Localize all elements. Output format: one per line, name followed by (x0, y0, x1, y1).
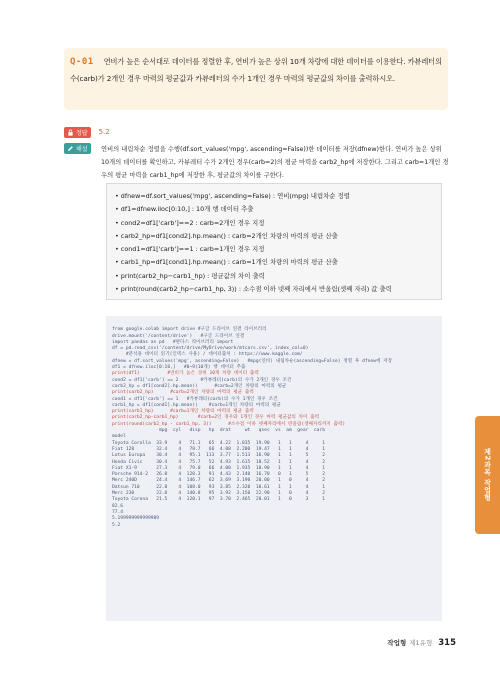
code-list-item: • carb1_hp=df1[cond1].hp.mean() : carb=1개인 차량의 마력의 평균 산출 (115, 258, 338, 267)
console-line: df = pd.read_csv('/content/drive/MyDrive/work/mtcars.csv', index_col=0) (112, 346, 309, 352)
explanation-text: 연비의 내림차순 정렬을 수행(df.sort_values('mpg', ascending=False))한 데이터를 저장(dfnew)한다. 연비가 높은 상위 10개의 데이터를 확인하고, 카뷰레터 수가 2개인 경우(carb=2)의 평균 마력을 carb2_hp에 저장한다. 그리고 carb=1개인 경우의 평균 마력을 carb1_hp에 저장한 후, 평균값의 차이를 구한다. (101, 146, 449, 179)
code-explanation-list (106, 183, 442, 300)
console-output-row: Lotus Europa 30.4 4 95.1 113 3.77 1.513 16.90 1 1 5 2 (112, 453, 325, 459)
answer-badge (64, 127, 91, 138)
console-output-line: 82.6 (112, 503, 124, 509)
console-line: print(carb2_hp) #carb=2개인 차량의 마력의 평균 출력 (112, 390, 254, 396)
code-list-item: • carb2_hp=df1[cond2].hp.mean() : carb=2개인 차량의 마력의 평균 산출 (115, 231, 338, 240)
answer-label: 정답 (76, 129, 88, 137)
code-list-item: • cond1=df1['carb']==1 : carb=1개인 경우 지정 (115, 245, 265, 254)
console-output-header: mpg cyl disp hp drat wt qsec vs am gear carb (112, 428, 325, 434)
page-number: 315 (438, 638, 456, 648)
console-line: #분석용 데이터 읽기(인덱스 사용) / 데이터출처 : https://www.kaggle.com/ (112, 352, 303, 358)
side-tab-label: 제2과목 작업형 (483, 448, 492, 502)
console-output-line: 77.4 (112, 509, 124, 515)
code-console (106, 316, 442, 621)
console-line: from google.colab import drive #구글 드라이브 연결 라이브러리 (112, 327, 267, 333)
console-line: dfnew = df.sort_values('mpg', ascending=False) #mpg(연비) 내림차순(ascending=False) 정렬 후 dfnew에 저장 (112, 358, 393, 364)
explanation-badge (64, 143, 91, 154)
answer-row (64, 126, 110, 138)
side-tab (475, 416, 500, 534)
footer-category: 작업형 (387, 639, 407, 647)
footer-subcategory: 제1유형 (409, 639, 433, 647)
code-list-item: • dfnew=df.sort_values('mpg', ascending=False) : 연비(mpg) 내림차순 정렬 (115, 192, 350, 200)
console-output-row: Porsche 914-2 26.0 4 120.3 91 4.43 2.140 16.70 0 1 5 2 (112, 472, 325, 478)
console-line: df1 = dfnew.iloc[0:10,] #0~9(10개) 행 데이터 추출 (112, 365, 246, 371)
lock-icon (67, 129, 74, 136)
question-text-block (70, 54, 444, 86)
question-text: 연비가 높은 순서대로 데이터를 정렬한 후, 연비가 높은 상위 10개 차량에 대한 데이터를 이용한다. 카뷰레터의 수(carb)가 2개인 경우 마력의 평균값과 카뷰레터의 수가 1개인 경우 마력의 평균값의 차이를 출력하시오. (70, 57, 442, 83)
question-label: Q-01 (70, 57, 94, 67)
console-line: cond1 = df1['carb'] == 1 #카뷰레터(carb)의 수가 1개인 경우 조건 (112, 396, 278, 402)
console-line: carb2_hp = df1[cond2].hp.mean() #carb=2개인 차량의 마력의 평균 (112, 383, 287, 389)
console-line: import pandas as pd #판다스 라이브러리 import (112, 339, 234, 345)
answer-value: 5.2 (98, 128, 110, 136)
console-output-line: model (112, 434, 126, 440)
console-output-row: Toyota Corolla 33.9 4 71.1 65 4.22 1.835 19.90 1 1 4 1 (112, 440, 325, 446)
console-output-row: Fiat 128 32.4 4 78.7 66 4.08 2.200 19.47 1 1 4 1 (112, 446, 325, 452)
code-list-item: • print(carb2_hp−carb1_hp) : 평균값의 차이 출력 (115, 271, 265, 280)
explanation-label: 해설 (76, 146, 88, 153)
console-output-row: Fiat X1-9 27.3 4 79.0 66 4.08 1.935 18.90 1 1 4 1 (112, 465, 325, 471)
console-line: carb1_hp = df1[cond1].hp.mean() #carb=1개인 차량의 마력의 평균 (112, 402, 281, 408)
console-output-line: 5.199999999999989 (112, 516, 160, 522)
page-footer (387, 638, 456, 648)
pencil-icon (67, 145, 74, 152)
code-list-item: • print(round(carb2_hp−carb1_hp, 3)) : 소수점 이하 넷째 자리에서 반올림(셋째 자리) 값 출력 (115, 285, 392, 294)
console-line: print(round(carb2_hp - carb1_hp, 3)) #소수점 이하 넷째자리에서 반올림(셋째자리까지 출력) (112, 421, 346, 427)
code-list-item: • df1=dfnew.iloc[0:10,] : 10개 행 데이터 추출 (115, 205, 254, 214)
console-line: drive.mount('/content/drive') #구글 드라이브 연결 (112, 333, 245, 339)
console-output-row: Merc 230 22.8 4 140.8 95 3.92 3.150 22.90 1 0 4 2 (112, 491, 325, 497)
console-line: print(carb1_hp) #carb=1개인 차량의 마력의 평균 출력 (112, 409, 254, 415)
console-line: cond2 = df1['carb'] == 2 #카뷰레터(carb)의 수가 2개인 경우 조건 (112, 377, 292, 383)
code-list-item: • cond2=df1['carb']==2 : carb=2개인 경우 지정 (115, 218, 265, 227)
console-line: print(df1) #연비가 높은 상위 10개 차량 데이터 출력 (112, 371, 259, 377)
console-output-row: Datsun 710 22.8 4 108.0 93 3.85 2.320 18.61 1 1 4 1 (112, 484, 325, 490)
console-output-row: Honda Civic 30.4 4 75.7 52 4.93 1.615 18.52 1 1 4 2 (112, 459, 325, 465)
console-output-row: Toyota Corona 21.5 4 120.1 97 3.70 2.465 20.01 1 0 3 1 (112, 497, 325, 503)
console-line: print(carb2_hp-carb1_hp) #carb=2인 경우와 1개인 경우 마력 평균값의 차이 출력 (112, 415, 320, 421)
console-output-line: 5.2 (112, 522, 121, 528)
question-box (64, 48, 448, 110)
console-output-row: Merc 240D 24.4 4 146.7 62 3.69 3.190 20.00 1 0 4 2 (112, 478, 325, 484)
